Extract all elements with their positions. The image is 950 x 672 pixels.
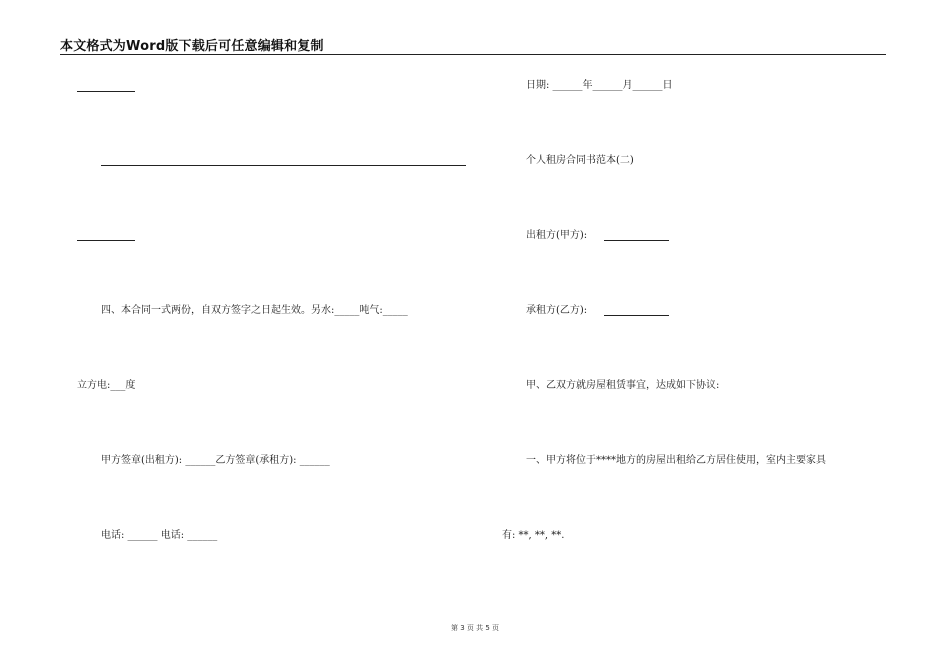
clause-four: 四、本合同一式两份，自双方签字之日起生效。另水:_____吨气:_____ [101, 305, 408, 316]
clause-one-continuation: 有: **, **, **. [502, 530, 565, 541]
header-divider [60, 54, 886, 55]
clause-one: 一、甲方将位于****地方的房屋出租给乙方居住使用，室内主要家具 [526, 455, 826, 466]
lessor-label: 出租方(甲方): [526, 230, 588, 241]
lessee-blank [604, 315, 669, 316]
page-number: 第 3 页 共 5 页 [450, 624, 500, 632]
blank-line-3 [77, 240, 135, 241]
lessee-label: 承租方(乙方): [526, 305, 588, 316]
signature-line: 甲方签章(出租方): ______乙方签章(承租方): ______ [101, 455, 330, 466]
document-header-title: 本文格式为Word版下载后可任意编辑和复制 [60, 39, 324, 54]
contract-title: 个人租房合同书范本(二) [526, 155, 634, 166]
blank-line-2 [101, 165, 466, 166]
blank-line-1 [77, 91, 135, 92]
phone-line: 电话: ______ 电话: ______ [101, 530, 218, 541]
lessor-blank [604, 240, 669, 241]
agreement-intro: 甲、乙双方就房屋租赁事宜，达成如下协议: [526, 380, 720, 391]
clause-four-continuation: 立方电:___度 [77, 380, 136, 391]
date-line: 日期: ______年______月______日 [526, 80, 673, 91]
